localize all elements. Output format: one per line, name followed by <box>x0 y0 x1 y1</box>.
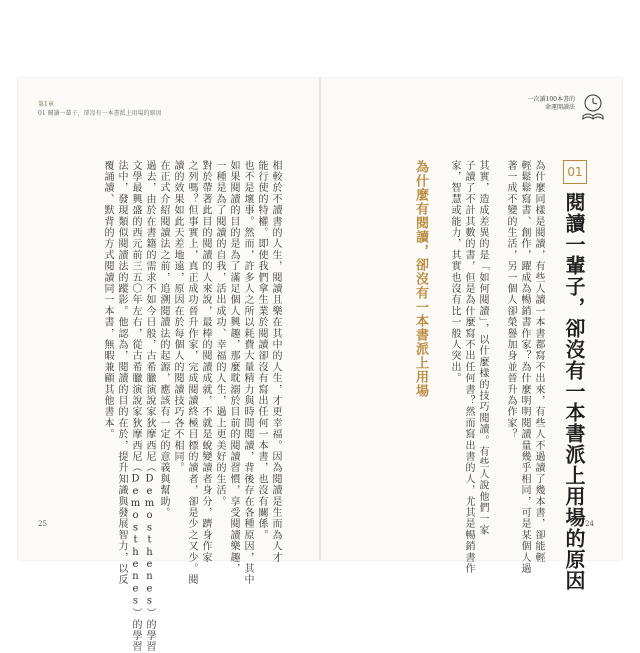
left-paragraph-10: 過去，由於在書籍的需求不如今日般，古希臘演說家狄摩西尼（Demosthenes）的學習 <box>144 160 155 653</box>
chapter-label: 第1章 <box>38 101 54 108</box>
left-paragraph-4: 如果閱讀的目的是為了滿足個人興趣，那麼耽溺於目前的閱讀習慣，享受閱讀樂趣， <box>228 160 239 575</box>
page-gutter <box>319 78 321 560</box>
left-paragraph-5: 一種是為了閱讀的自我，活出成功、幸福的人生，過上更美好的生活。 <box>214 160 225 508</box>
book-title-line1: 一次讀100本書的 <box>527 96 575 103</box>
left-paragraph-9: 在正式介紹閱讀法之前，追溯閱讀法的起源，應該有一定的意義與幫助。 <box>158 160 169 519</box>
left-paragraph-13: 覆誦讀、默背的方式閱讀同一本書，無暇兼顧其他書本。 <box>102 160 113 440</box>
running-header-left <box>38 100 162 118</box>
book-clock-logo-icon <box>578 92 608 122</box>
left-paragraph-6: 對於帶著此目的閱讀的人來說，最棒的閱讀成就，不就是蛻變讀者身分，躋身作家 <box>200 160 211 564</box>
section-subheading: 為什麼有閱讀，卻沒有一本書派上用場 <box>413 160 428 398</box>
section-label: 01 閱讀一輩子，卻沒有一本書派上用場的原因 <box>38 110 162 117</box>
right-paragraph-6: 家，智慧或能力，其實也沒有比一般人突出。 <box>449 160 460 384</box>
left-paragraph-7: 之列嗎？但事實上，真正成功晉升作家，完成閱讀終極目標的讀者，卻是少之又少。閱 <box>186 160 197 586</box>
book-title-line2: 命運開讀法 <box>544 104 575 111</box>
book-title-header <box>528 96 575 112</box>
right-paragraph-3: 著一成不變的生活，另一個人卻榮譽加身並晉升為作家？ <box>505 160 516 440</box>
left-paragraph-12: 法中，發現類似閱讀法的蹤影。他認為，閱讀的目的在於，提升知識與發展智力，以反 <box>116 160 127 586</box>
right-paragraph-4: 其實，造成差異的是「如何閱讀」，以什麼樣的技巧閱讀。有些人說他們一家 <box>477 160 488 536</box>
left-paragraph-8: 讀的效果如此天差地遠，原因在於每個人的閱讀技巧各不相同。 <box>172 160 183 474</box>
chapter-title: 閱讀一輩子，卻沒有一本書派上用場的原因 <box>562 192 586 591</box>
page-number-right: 24 <box>585 520 594 528</box>
right-paragraph-2: 輕鬆鬆寫書、創作，躍成為暢銷書作家？為什麼明明閱讀量幾乎相同，可是某個人過 <box>519 160 530 575</box>
left-paragraph-2: 能行使的特權。即使我們拿生業於閱讀卻沒有寫出任何一本書，也沒有關係。 <box>256 160 267 541</box>
right-paragraph-5: 子讀了不計其數的書，但是為什麼寫不出任何書？然而寫出書的人，尤其是暢銷書作 <box>463 160 474 575</box>
left-paragraph-3: 也不是壞事。然而，許多人之所以耗費大量精力與時間閱讀，背後存在各種原因，其中 <box>242 160 253 586</box>
left-paragraph-1: 相較於不讀書的人生，閱讀且樂在其中的人生，才更幸福。因為閱讀是生而為人才 <box>270 160 281 564</box>
page-number-left: 25 <box>38 520 47 528</box>
left-paragraph-11: 文學最興盛的西元前三五〇年左右，從古希臘演說家狄摩西尼（Demosthenes）的學習 <box>130 160 141 653</box>
running-header-right <box>528 92 608 122</box>
right-paragraph-1: 為什麼同樣是閱讀，有些人讀一本書都寫不出來，有些人不過讀了幾本書，卻能輕 <box>533 160 544 564</box>
chapter-number-box: 01 <box>563 160 587 184</box>
